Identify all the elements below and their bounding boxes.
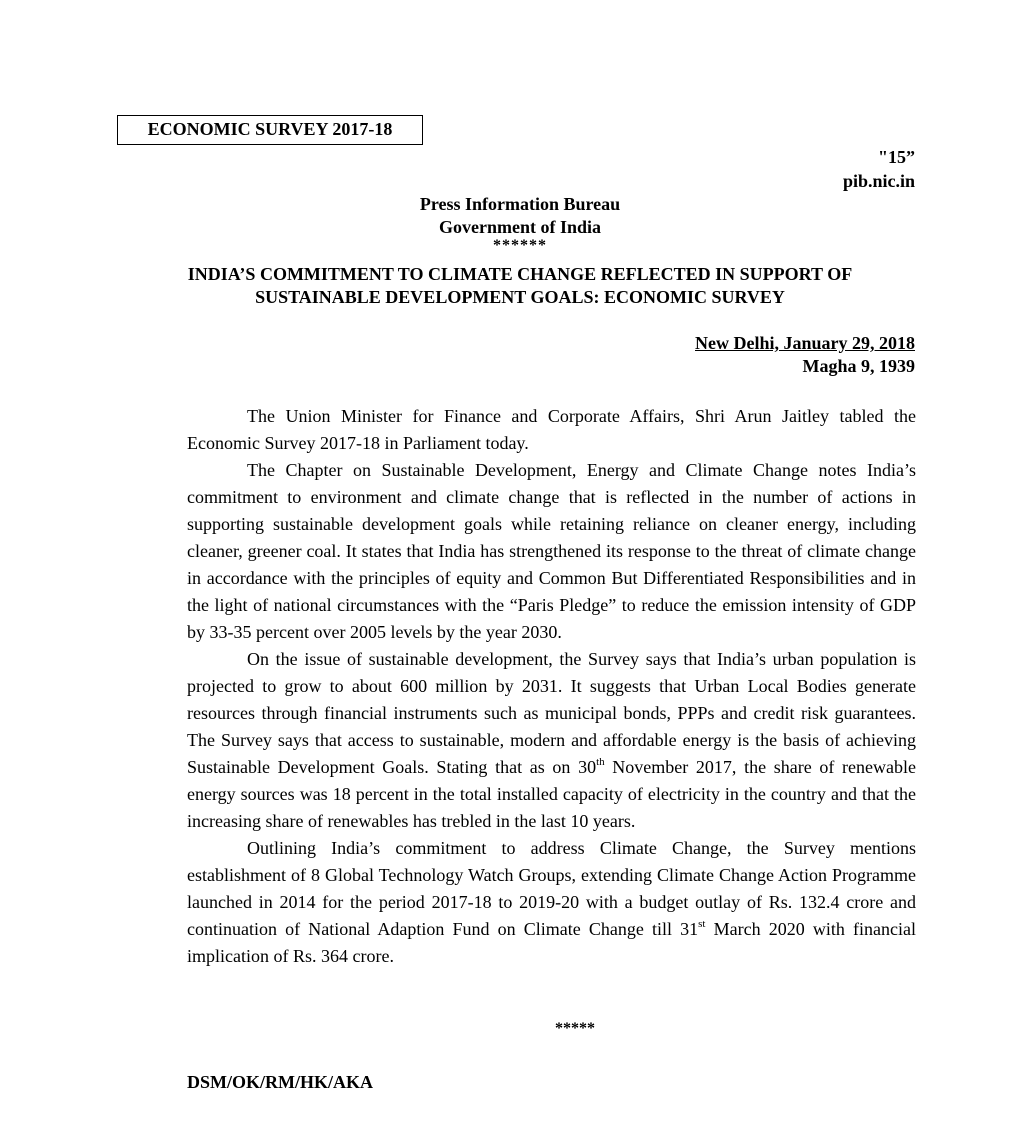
dateline: New Delhi, January 29, 2018 [695,333,915,353]
headline-line-2: SUSTAINABLE DEVELOPMENT GOALS: ECONOMIC SURVEY [255,287,785,307]
hindu-calendar-date: Magha 9, 1939 [802,356,915,376]
headline-line-1: INDIA’S COMMITMENT TO CLIMATE CHANGE REFLECTED IN SUPPORT OF [187,264,853,284]
paragraph-1: The Union Minister for Finance and Corporate Affairs, Shri Arun Jaitley tabled the Economic Survey 2017-18 in Parliament today. [187,406,916,453]
footer-separator: ***** [555,1020,595,1037]
header-separator: ****** [493,237,547,254]
paragraph-3-text-a: On the issue of sustainable development, the Survey says that India’s urban population is projected to grow to about 600 million by 2031. It suggests that Urban Local Bodies generate resources through financial instruments such as municipal bonds, PPPs and credit risk guarantees. The Survey says that access to sustainable, modern and affordable energy is the basis of achieving Sustainable Development Goals. Stating that as on 30 [187,649,916,777]
website-label: pib.nic.in [842,171,915,191]
survey-title-box: ECONOMIC SURVEY 2017-18 [117,115,423,145]
author-initials: DSM/OK/RM/HK/AKA [187,1072,373,1092]
paragraph-4-text-b: March 2020 with financial implication of Rs. 364 crore. [187,919,916,966]
release-number: "15” [878,147,915,167]
ordinal-suffix: th [596,756,605,768]
paragraph-4-text-a: Outlining India’s commitment to address Climate Change, the Survey mentions establishment of 8 Global Technology Watch Groups, extending Climate Change Action Programme launched in 2014 for the period 2017-18 to 2019-20 with a budget outlay of Rs. 132.4 crore and continuation of National Adaption Fund on Climate Change till 31 [187,838,916,939]
paragraph-3 [187,646,916,835]
issuer-name: Press Information Bureau [419,194,621,214]
paragraph-2: The Chapter on Sustainable Development, Energy and Climate Change notes India’s commitment to environment and climate change that is reflected in the number of actions in supporting sustainable development goals while retaining reliance on cleaner energy, including cleaner, greener coal. It states that India has strengthened its response to the threat of climate change in accordance with the principles of equity and Common But Differentiated Responsibilities and in the light of national circumstances with the “Paris Pledge” to reduce the emission intensity of GDP by 33-35 percent over 2005 levels by the year 2030. [187,460,916,642]
ordinal-suffix: st [698,918,706,930]
paragraph-4 [187,835,916,970]
paragraph-3-text-b: November 2017, the share of renewable energy sources was 18 percent in the total installed capacity of electricity in the country and that the increasing share of renewables has trebled in the last 10 years. [187,757,916,831]
press-release-body [187,403,916,970]
government-name: Government of India [439,217,601,237]
